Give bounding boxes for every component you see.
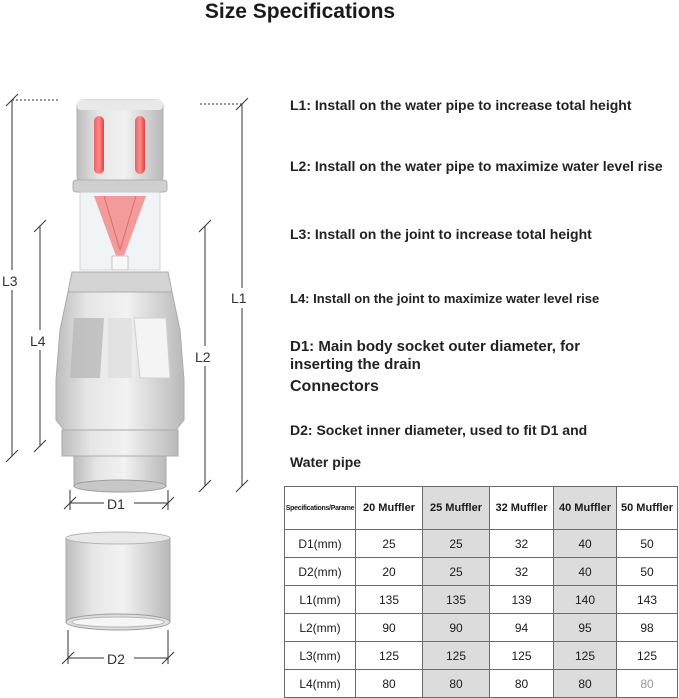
table-row <box>285 670 678 698</box>
table-cell: 139 <box>490 586 554 614</box>
socket <box>66 532 170 630</box>
table-cell: 25 <box>423 530 490 558</box>
table-cell: 50 <box>617 530 678 558</box>
table-header-row <box>285 487 678 530</box>
desc-d2-line2: Water pipe <box>290 454 362 470</box>
desc-l1: L1: Install on the water pipe to increase total height <box>290 97 632 113</box>
red-slot <box>135 116 145 174</box>
table-cell: 40 <box>554 530 617 558</box>
table-row <box>285 642 678 670</box>
main-body <box>56 272 184 492</box>
table-row <box>285 530 678 558</box>
label-l2: L2 <box>195 349 211 365</box>
table-row <box>285 614 678 642</box>
table-cell: 80 <box>554 670 617 698</box>
label-l1: L1 <box>231 290 247 306</box>
row-label: L4(mm) <box>285 670 356 698</box>
top-cap <box>73 100 167 192</box>
table-header-cell: 40 Muffler <box>554 487 617 530</box>
table-cell: 50 <box>617 558 678 586</box>
row-label: L1(mm) <box>285 586 356 614</box>
row-label: D2(mm) <box>285 558 356 586</box>
table-cell: 125 <box>423 642 490 670</box>
table-cell: 32 <box>490 530 554 558</box>
desc-d2-line1: D2: Socket inner diameter, used to fit D1 and <box>290 422 588 438</box>
table-cell: 98 <box>617 614 678 642</box>
table-header-cell: 25 Muffler <box>423 487 490 530</box>
table-cell: 140 <box>554 586 617 614</box>
label-d2: D2 <box>107 651 125 667</box>
table-cell: 80 <box>356 670 423 698</box>
table-cell: 135 <box>423 586 490 614</box>
desc-d1-line2: inserting the drain <box>290 356 421 373</box>
table-cell: 94 <box>490 614 554 642</box>
desc-d1-line3: Connectors <box>290 378 379 395</box>
table-cell: 143 <box>617 586 678 614</box>
red-slot <box>94 116 104 174</box>
label-l3: L3 <box>2 273 18 289</box>
table-cell: 80 <box>423 670 490 698</box>
table-header-cell: 50 Muffler <box>617 487 678 530</box>
table-cell: 40 <box>554 558 617 586</box>
desc-l3: L3: Install on the joint to increase total height <box>290 226 592 242</box>
page-title: Size Specifications <box>204 0 396 23</box>
clear-tube <box>80 192 160 270</box>
product-drawing <box>0 0 280 692</box>
label-d1: D1 <box>107 496 125 512</box>
table-cell: 95 <box>554 614 617 642</box>
table-cell: 20 <box>356 558 423 586</box>
desc-l2: L2: Install on the water pipe to maximize water level rise <box>290 158 663 174</box>
label-l4: L4 <box>30 333 46 349</box>
table-header-cell: 32 Muffler <box>490 487 554 530</box>
table-cell: 135 <box>356 586 423 614</box>
table-cell: 125 <box>554 642 617 670</box>
table-cell: 32 <box>490 558 554 586</box>
desc-l4: L4: Install on the joint to maximize water level rise <box>290 291 600 306</box>
desc-d1-line1: D1: Main body socket outer diameter, for <box>290 338 581 355</box>
table-cell: 80 <box>617 670 678 698</box>
table-cell: 80 <box>490 670 554 698</box>
table-cell: 125 <box>490 642 554 670</box>
table-row <box>285 558 678 586</box>
table-cell: 125 <box>356 642 423 670</box>
table-cell: 90 <box>423 614 490 642</box>
row-label: D1(mm) <box>285 530 356 558</box>
table-header-cell: 20 Muffler <box>356 487 423 530</box>
table-cell: 90 <box>356 614 423 642</box>
spec-table <box>284 486 678 698</box>
row-label: L3(mm) <box>285 642 356 670</box>
table-cell: 25 <box>423 558 490 586</box>
table-cell: 25 <box>356 530 423 558</box>
table-cell: 125 <box>617 642 678 670</box>
table-header-cell: Specifications/Parame <box>285 487 356 530</box>
row-label: L2(mm) <box>285 614 356 642</box>
table-row <box>285 586 678 614</box>
